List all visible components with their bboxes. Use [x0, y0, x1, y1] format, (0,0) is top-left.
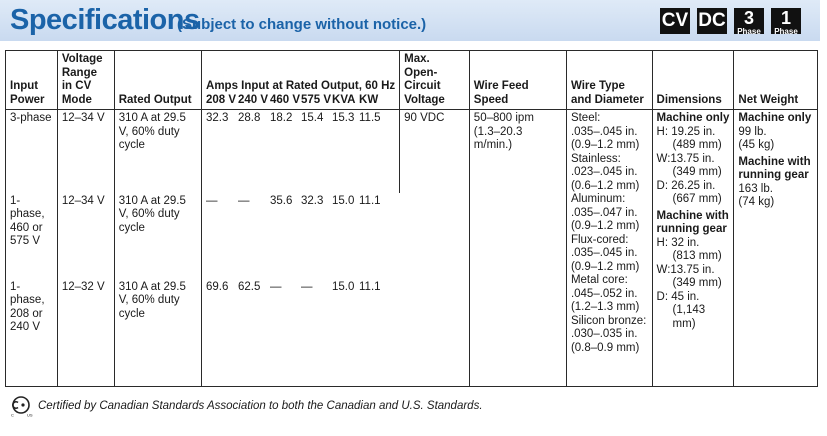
dims-machine-only-label: Machine only — [656, 112, 730, 124]
wire-flux-cored-label: Flux-cored: — [570, 233, 629, 246]
row3-amps-575: — — [301, 280, 313, 293]
page-subtitle: (Subject to change without notice.) — [177, 16, 427, 33]
row1-amps-575: 15.4 — [301, 112, 324, 124]
row1-input: 3-phase — [6, 110, 58, 193]
row1-amps — [202, 110, 400, 193]
row2-amps-575: 32.3 — [301, 194, 324, 207]
single-phase-badge-icon — [771, 8, 801, 34]
dims-rg-w — [657, 264, 730, 278]
wire-steel-in: .035–.045 in. — [570, 125, 638, 138]
row3-amps-460: — — [270, 280, 282, 293]
row1-voltage: 12–34 V — [57, 110, 114, 193]
wfs-ipm: 50–800 ipm — [473, 112, 534, 124]
row3-input: 1-phase, 208 or 240 V — [6, 279, 58, 387]
wfs-metric: (1.3–20.3 m/min.) — [473, 125, 523, 151]
wire-aluminum-mm: (0.9–1.2 mm) — [570, 220, 640, 232]
weight-running-gear-kg: (74 kg) — [738, 196, 775, 208]
dims-rg-h — [657, 237, 730, 251]
header-wire-feed-speed: Wire Feed Speed — [469, 51, 566, 110]
dims-w-in: 13.75 in. — [670, 152, 715, 165]
dims-d — [657, 180, 730, 194]
wire-flux-cored — [571, 234, 648, 275]
dims-rg-d-mm: (1,143 mm) — [672, 304, 706, 330]
certification-note: Certified by Canadian Standards Association to both the Canadian and U.S. Standards. — [38, 400, 483, 412]
dims-rg-h-in: 32 in. — [671, 236, 700, 249]
dims-h-in: 19.25 in. — [671, 125, 716, 138]
dims-rg-d-in: 45 in. — [671, 290, 700, 303]
row2-amps-460: 35.6 — [270, 194, 293, 207]
weight-running-gear-label: Machine with running gear — [738, 155, 811, 181]
amps-title: Amps Input at Rated Output, 60 Hz — [206, 80, 396, 92]
dims-rg-w-key: W: — [656, 263, 671, 276]
wire-steel — [571, 112, 648, 153]
wire-metal-core-label: Metal core: — [570, 274, 628, 286]
wfs-cell — [469, 110, 566, 387]
header-amps-input — [202, 51, 400, 110]
wire-aluminum-label: Aluminum: — [570, 193, 626, 205]
three-phase-badge-number: 3 — [743, 8, 754, 28]
row3-amps-kw: 11.1 — [359, 280, 381, 293]
row2-amps — [202, 193, 400, 279]
row2-amps-240: — — [238, 194, 250, 207]
header-voltage-range: Voltage Range in CV Mode — [57, 51, 114, 110]
header-net-weight: Net Weight — [734, 51, 818, 110]
row1-amps-kva: 15.3 — [332, 112, 355, 124]
net-weight-cell — [734, 110, 818, 387]
row3-rated: 310 A at 29.5 V, 60% duty cycle — [114, 279, 201, 387]
wire-silicon-bronze-mm: (0.8–0.9 mm) — [570, 341, 640, 354]
wire-stainless-in: .023–.045 in. — [570, 166, 638, 178]
wire-cell — [566, 110, 652, 387]
wire-steel-label: Steel: — [570, 112, 601, 124]
dims-w — [657, 153, 730, 167]
ocv-cell: 90 VDC — [400, 110, 470, 387]
dc-badge-icon — [697, 8, 727, 34]
dims-d-key: D: — [656, 179, 669, 192]
page-title: Specifications — [10, 4, 200, 36]
wire-metal-core-in: .045–.052 in. — [570, 287, 638, 300]
dims-rg-w-mm: (349 mm) — [672, 277, 722, 289]
dims-h-mm: (489 mm) — [672, 139, 722, 151]
header-ocv: Max. Open-Circuit Voltage — [400, 51, 470, 110]
amps-col-575v: 575 V — [301, 93, 332, 106]
weight-machine-only-kg: (45 kg) — [738, 139, 775, 151]
single-phase-badge-number: 1 — [780, 8, 791, 28]
wire-stainless-label: Stainless: — [570, 152, 621, 165]
weight-machine-only-lb: 99 lb. — [738, 125, 767, 138]
svg-text:C: C — [11, 412, 14, 418]
wire-metal-core-mm: (1.2–1.3 mm) — [570, 301, 640, 313]
dims-w-key: W: — [656, 152, 671, 165]
weight-running-gear-lb: 163 lb. — [738, 182, 773, 195]
row3-amps-208: 69.6 — [206, 280, 229, 293]
table-row — [6, 110, 818, 193]
wire-silicon-bronze-in: .030–.035 in. — [570, 328, 638, 340]
row1-amps-kw: 11.5 — [359, 112, 381, 124]
wire-aluminum — [571, 193, 648, 234]
dims-running-gear-label: Machine with running gear — [656, 209, 729, 235]
header-wire-type: Wire Type and Diameter — [566, 51, 652, 110]
wire-silicon-bronze — [571, 315, 648, 356]
amps-col-kva: KVA — [332, 93, 356, 106]
dims-w-mm: (349 mm) — [672, 166, 722, 178]
dc-badge-label: DC — [698, 10, 726, 31]
amps-col-208v: 208 V — [206, 93, 237, 106]
single-phase-badge-label: Phase — [774, 27, 798, 36]
dims-rg-h-mm: (813 mm) — [672, 250, 722, 262]
row2-voltage: 12–34 V — [57, 193, 114, 279]
wire-silicon-bronze-label: Silicon bronze: — [570, 314, 647, 327]
cv-badge-icon — [660, 8, 690, 34]
row1-amps-240: 28.8 — [238, 112, 261, 124]
wire-stainless — [571, 153, 648, 194]
svg-text:US: US — [27, 412, 33, 418]
dims-rg-d — [657, 291, 730, 305]
dimensions-cell — [652, 110, 734, 387]
three-phase-badge-label: Phase — [737, 27, 761, 36]
dims-h-key: H: — [656, 125, 669, 138]
dims-rg-h-key: H: — [656, 236, 669, 249]
cv-badge-label: CV — [661, 10, 689, 31]
wire-steel-mm: (0.9–1.2 mm) — [570, 139, 640, 151]
amps-col-kw: KW — [359, 93, 379, 106]
row3-amps-kva: 15.0 — [332, 280, 355, 293]
header-rated-output: Rated Output — [114, 51, 201, 110]
csa-certification-icon — [10, 395, 32, 417]
amps-column-headers — [206, 94, 395, 108]
row1-rated: 310 A at 29.5 V, 60% duty cycle — [114, 110, 201, 193]
row3-voltage: 12–32 V — [57, 279, 114, 387]
header-input-power: Input Power — [6, 51, 58, 110]
wire-stainless-mm: (0.6–1.2 mm) — [570, 179, 640, 192]
row1-amps-460: 18.2 — [270, 112, 293, 124]
wire-metal-core — [571, 274, 648, 315]
dims-h — [657, 126, 730, 140]
row3-amps — [202, 279, 400, 387]
row3-amps-240: 62.5 — [238, 280, 261, 293]
specifications-table — [5, 50, 818, 387]
header-dimensions: Dimensions — [652, 51, 734, 110]
dims-rg-w-in: 13.75 in. — [670, 263, 715, 276]
weight-machine-only-label: Machine only — [738, 112, 812, 124]
wire-flux-cored-mm: (0.9–1.2 mm) — [570, 260, 640, 273]
row2-amps-kva: 15.0 — [332, 194, 355, 207]
row1-amps-208: 32.3 — [206, 112, 229, 124]
amps-col-460v: 460 V — [270, 93, 301, 106]
dims-d-in: 26.25 in. — [671, 179, 716, 192]
row2-input: 1-phase, 460 or 575 V — [6, 193, 58, 279]
dims-d-mm: (667 mm) — [672, 193, 722, 205]
three-phase-badge-icon — [734, 8, 764, 34]
row2-rated: 310 A at 29.5 V, 60% duty cycle — [114, 193, 201, 279]
amps-col-240v: 240 V — [238, 93, 269, 106]
dims-rg-d-key: D: — [656, 290, 669, 303]
wire-flux-cored-in: .035–.045 in. — [570, 247, 638, 259]
row2-amps-208: — — [206, 194, 218, 207]
wire-aluminum-in: .035–.047 in. — [570, 206, 638, 219]
row2-amps-kw: 11.1 — [359, 194, 381, 207]
